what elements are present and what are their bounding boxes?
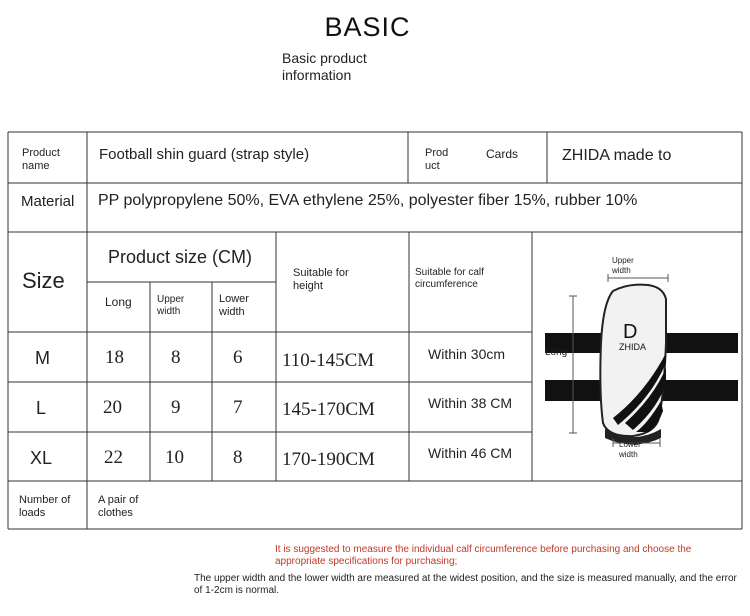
- note-suggestion: It is suggested to measure the individual calf circumference before purchasing and choose the appropriate specifications for purchasing;: [275, 544, 692, 567]
- row-l-lower: 7: [233, 397, 243, 418]
- row-m-size: M: [35, 348, 50, 368]
- row-l-size: L: [36, 398, 47, 418]
- logo-text: ZHIDA: [619, 342, 646, 352]
- long-label: Long: [545, 347, 568, 358]
- row-m-calf: Within 30cm: [428, 346, 506, 362]
- loads-label: Number of loads: [19, 494, 71, 519]
- row-xl-size: XL: [30, 448, 53, 468]
- row-l-calf: Within 38 CM: [428, 395, 513, 411]
- row-l-upper: 9: [171, 397, 181, 418]
- row-m-upper: 8: [171, 347, 181, 368]
- row-xl-upper: 10: [165, 447, 184, 468]
- col-height-header: Suitable for height: [293, 267, 349, 292]
- upper-width-label: Upper width: [612, 256, 634, 275]
- cards-label: Cards: [486, 147, 519, 161]
- logo-letter: D: [623, 321, 638, 343]
- product-size-header: Product size (CM): [108, 247, 253, 267]
- size-label: Size: [22, 268, 65, 293]
- page-title: BASIC: [324, 12, 411, 42]
- product-name-value: Football shin guard (strap style): [99, 146, 310, 163]
- material-label: Material: [21, 193, 75, 210]
- row-xl-long: 22: [104, 447, 123, 468]
- col-upper-width-header: Upper width: [157, 294, 185, 317]
- product-label: Prod uct: [425, 147, 449, 172]
- note-measurement: The upper width and the lower width are measured at the widest position, and the size is measured manually, and the error of 1-2cm is normal.: [194, 573, 737, 596]
- loads-value: A pair of clothes: [98, 494, 139, 519]
- material-value: PP polypropylene 50%, EVA ethylene 25%, polyester fiber 15%, rubber 10%: [98, 192, 638, 209]
- brand-value: ZHIDA made to: [562, 147, 672, 164]
- row-l-height: 145-170CM: [282, 399, 375, 420]
- col-calf-header: Suitable for calf circumference: [415, 267, 484, 290]
- row-m-long: 18: [105, 347, 124, 368]
- col-long-header: Long: [105, 295, 132, 309]
- row-xl-calf: Within 46 CM: [428, 445, 513, 461]
- row-l-long: 20: [103, 397, 122, 418]
- row-m-height: 110-145CM: [282, 350, 375, 371]
- page-subtitle: Basic product information: [282, 50, 367, 83]
- row-xl-lower: 8: [233, 447, 243, 468]
- product-name-label: Product name: [22, 147, 60, 172]
- lower-width-label: Lower width: [619, 440, 641, 459]
- col-lower-width-header: Lower width: [219, 293, 249, 318]
- row-m-lower: 6: [233, 347, 243, 368]
- row-xl-height: 170-190CM: [282, 449, 375, 470]
